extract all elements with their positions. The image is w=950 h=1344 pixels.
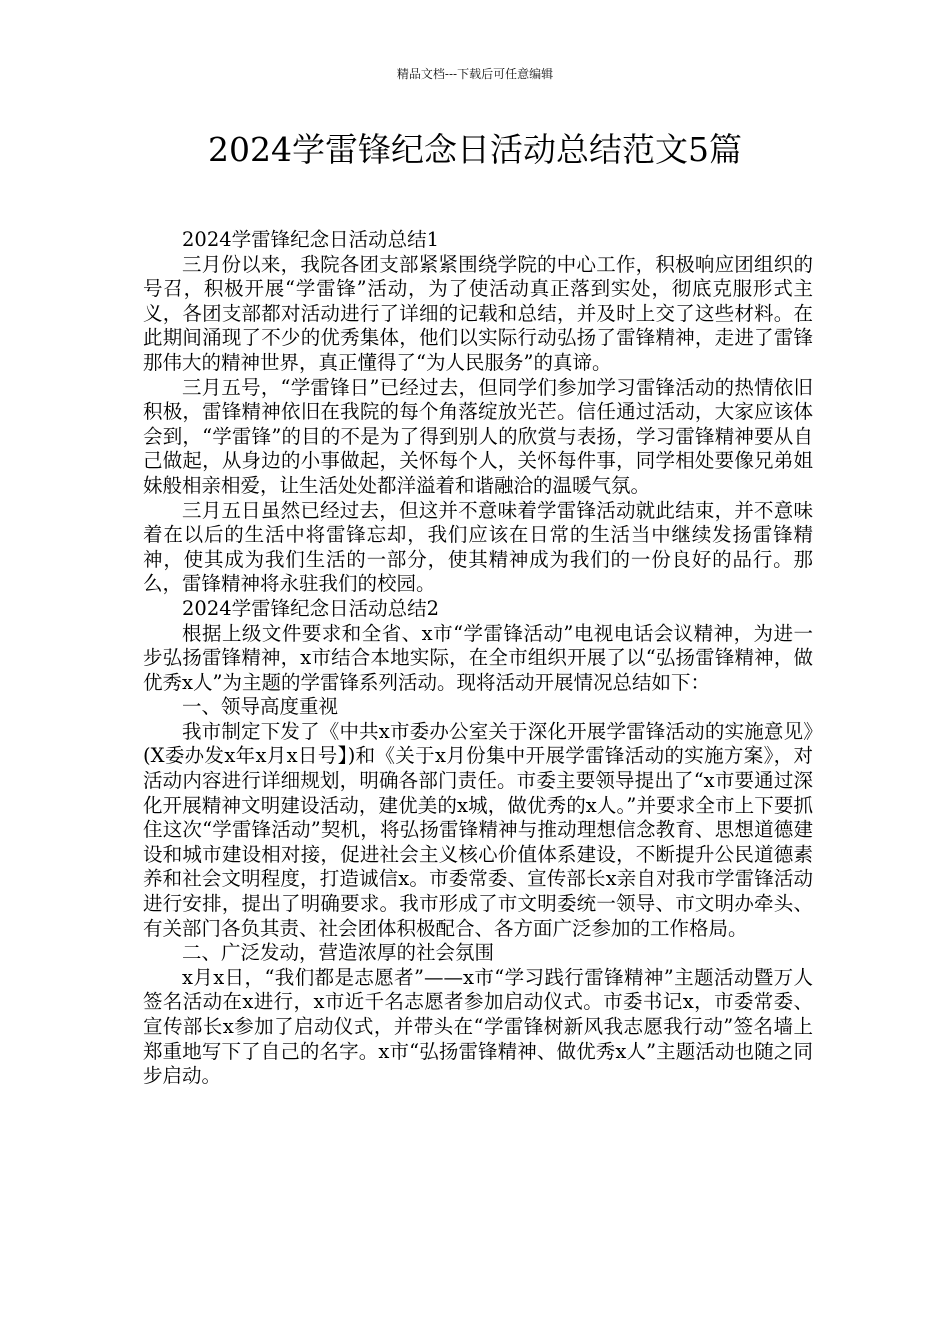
document-body xyxy=(143,228,813,1089)
body-paragraph: 三月份以来，我院各团支部紧紧围绕学院的中心工作，积极响应团组织的号召，积极开展“学雷锋”活动，为了使活动真正落到实处，彻底克服形式主义，各团支部都对活动进行了详细的记载和总结，并及时上交了这些材料。在此期间涌现了不少的优秀集体，他们以实际行动弘扬了雷锋精神，走进了雷锋那伟大的精神世界，真正懂得了“为人民服务”的真谛。 xyxy=(143,252,813,374)
body-paragraph: 我市制定下发了《中共x市委办公室关于深化开展学雷锋活动的实施意见》(X委办发x年x月x日号】)和《关于x月份集中开展学雷锋活动的实施方案》，对活动内容进行详细规划，明确各部门责任。市委主要领导提出了“x市要通过深化开展精神文明建设活动，建优美的x城，做优秀的x人。”并要求全市上下要抓住这次“学雷锋活动”契机，将弘扬雷锋精神与推动理想信念教育、思想道德建设和城市建设相对接，促进社会主义核心价值体系建设，不断提升公民道德素养和社会文明程度，打造诚信x。市委常委、宣传部长x亲自对我市学雷锋活动进行安排，提出了明确要求。我市形成了市文明委统一领导、市文明办牵头、有关部门各负其责、社会团体积极配合、各方面广泛参加的工作格局。 xyxy=(143,719,813,940)
body-paragraph: 根据上级文件要求和全省、x市“学雷锋活动”电视电话会议精神，为进一步弘扬雷锋精神，x市结合本地实际，在全市组织开展了以“弘扬雷锋精神，做优秀x人”为主题的学雷锋系列活动。现将活动开展情况总结如下： xyxy=(143,621,813,694)
section-heading: 2024学雷锋纪念日活动总结2 xyxy=(182,596,440,620)
subsection-heading: 二、广泛发动，营造浓厚的社会氛围 xyxy=(182,941,495,965)
subsection-heading: 一、领导高度重视 xyxy=(182,695,339,719)
body-paragraph: 三月五日虽然已经过去，但这并不意味着学雷锋活动就此结束，并不意味着在以后的生活中将雷锋忘却，我们应该在日常的生活当中继续发扬雷锋精神，使其成为我们生活的一部分，使其精神成为我们的一份良好的品行。那么，雷锋精神将永驻我们的校园。 xyxy=(143,498,813,596)
section-heading: 2024学雷锋纪念日活动总结1 xyxy=(182,228,440,251)
body-paragraph: x月x日，“我们都是志愿者”——x市“学习践行雷锋精神”主题活动暨万人签名活动在x进行，x市近千名志愿者参加启动仪式。市委书记x，市委常委、宣传部长x参加了启动仪式，并带头在“学雷锋树新风我志愿我行动”签名墙上郑重地写下了自己的名字。x市“弘扬雷锋精神、做优秀x人”主题活动也随之同步启动。 xyxy=(143,965,813,1088)
document-title: 2024学雷锋纪念日活动总结范文5篇 xyxy=(208,130,742,169)
body-paragraph: 三月五号，“学雷锋日”已经过去，但同学们参加学习雷锋活动的热情依旧积极，雷锋精神依旧在我院的每个角落绽放光芒。信任通过活动，大家应该体会到，“学雷锋”的目的不是为了得到别人的欣赏与表扬，学习雷锋精神要从自己做起，从身边的小事做起，关怀每个人，关怀每件事，同学相处要像兄弟姐妹般相亲相爱，让生活处处都洋溢着和谐融洽的温暖气氛。 xyxy=(143,375,813,497)
header-note: 精品文档---下载后可任意编辑 xyxy=(396,67,554,81)
